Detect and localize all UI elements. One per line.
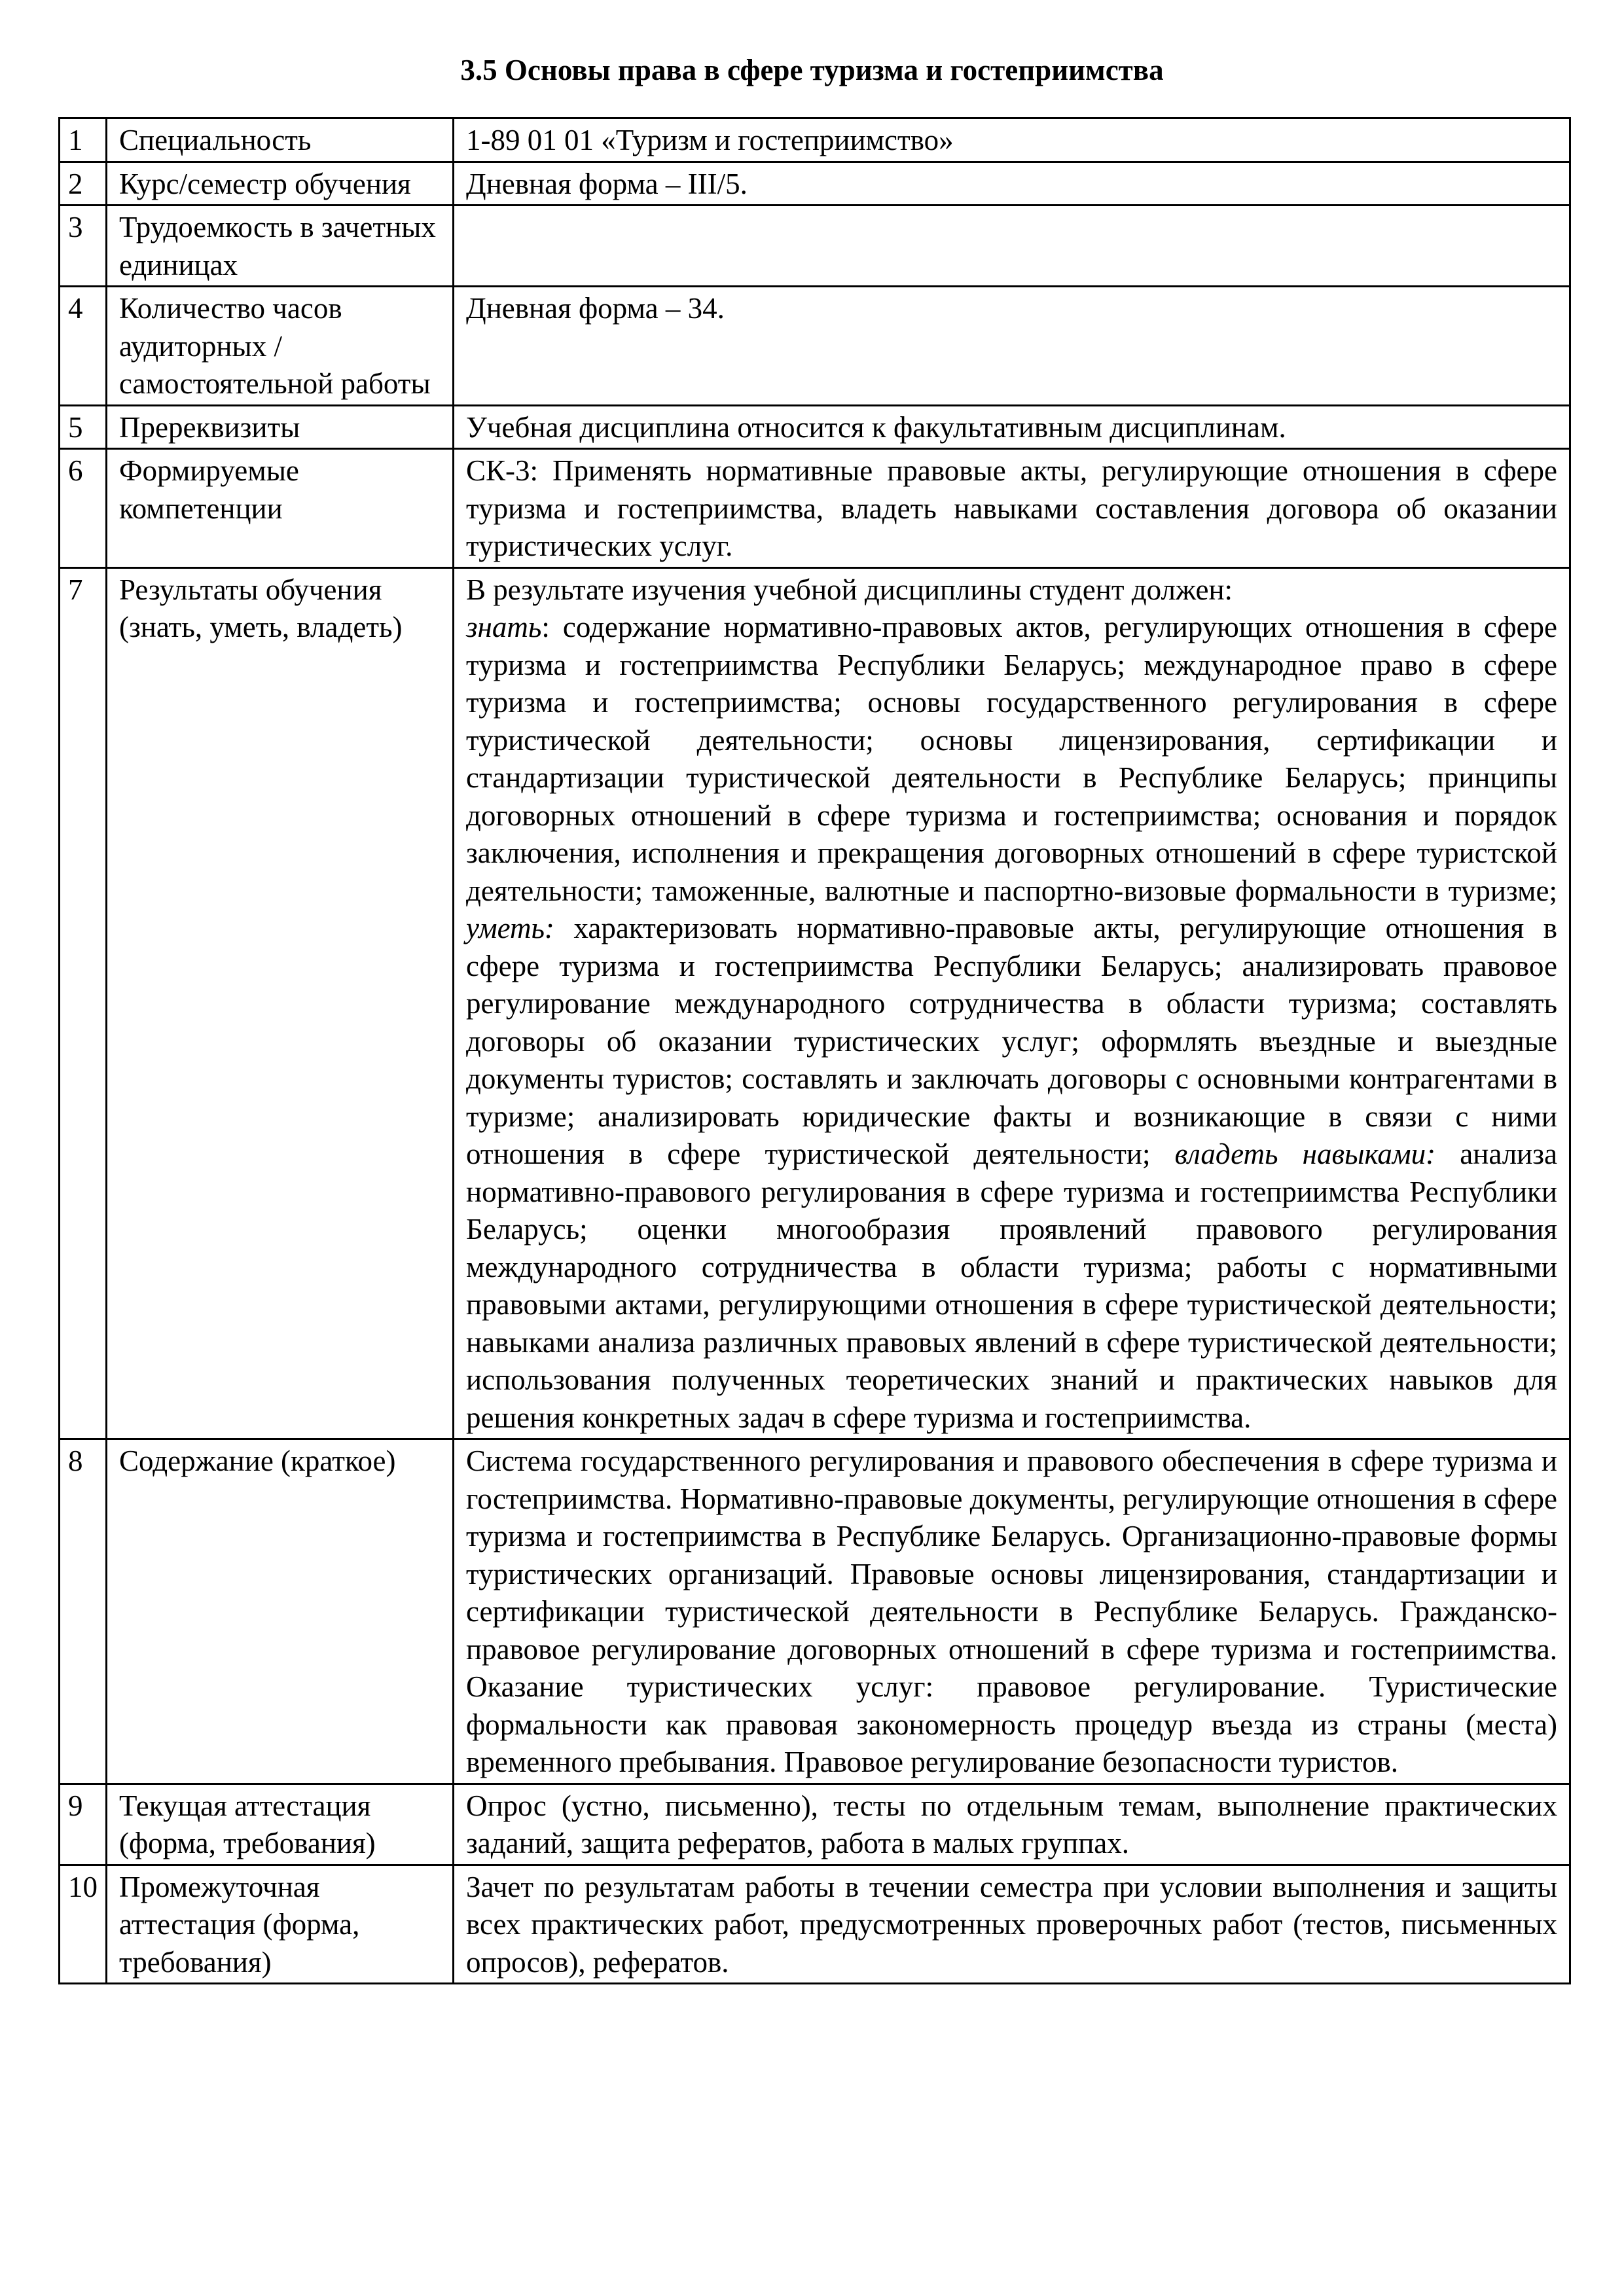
row-number: 1 [60, 118, 107, 162]
row-number: 7 [60, 567, 107, 1439]
can-label: уметь: [466, 912, 554, 944]
know-text: : содержание нормативно-правовых актов, регулирующих отношения в сфере туризма и гостеприимства Республики Беларусь; международное право в сфере туризма и гостеприимства; основы государственного регулирования в сфере туристической деятельности; основы лицензирования, сертификации и стандартизации туристической деятельности в Республике Беларусь; принципы договорных отношений в сфере туризма и гостеприимства; основания и порядок заключения, исполнения и прекращения договорных отношений в сфере туристской деятельности; таможенные, валютные и паспортно-визовые формальности в туризме; [466, 611, 1557, 907]
title-text: Основы права в сфере туризма и гостеприимства [504, 54, 1164, 86]
row-number: 9 [60, 1784, 107, 1865]
discipline-table [58, 117, 1571, 1984]
row-value: 1-89 01 01 «Туризм и гостеприимство» [454, 118, 1570, 162]
table-row [60, 287, 1570, 406]
row-value: Учебная дисциплина относится к факультативным дисциплинам. [454, 405, 1570, 449]
table-row [60, 567, 1570, 1439]
outcomes-body [466, 609, 1557, 1437]
row-label: Трудоемкость в зачетных единицах [107, 206, 454, 287]
table-row [60, 162, 1570, 206]
table-row [60, 1865, 1570, 1984]
can-text: характеризовать нормативно-правовые акты, регулирующие отношения в сфере туризма и гостеприимства Республики Беларусь; анализировать правовое регулирование международного сотрудничества в области туризма; составлять договоры об оказании туристических услуг; оформлять въездные и выездные документы туристов; составлять и заключать договоры с основными контрагентами в туризме; анализировать юридические факты и возникающие в связи с ними отношения в сфере туристической деятельности; [466, 912, 1557, 1170]
row-number: 4 [60, 287, 107, 406]
row-value: Система государственного регулирования и правового обеспечения в сфере туризма и гостеприимства. Нормативно-правовые документы, регулирующие отношения в сфере туризма и гостеприимства в Республике Беларусь. Организационно-правовые формы туристических организаций. Правовые основы лицензирования, стандартизации и сертификации туристической деятельности в Республике Беларусь. Гражданско-правовое регулирование договорных отношений в сфере туризма и гостеприимства. Оказание туристических услуг: правовое регулирование. Туристические формальности как правовая закономерность процедур въезда из страны (места) временного пребывания. Правовое регулирование безопасности туристов. [454, 1439, 1570, 1784]
table-row [60, 449, 1570, 568]
row-label: Текущая аттестация (форма, требования) [107, 1784, 454, 1865]
table-row [60, 1784, 1570, 1865]
table-row [60, 1439, 1570, 1784]
row-value: Опрос (устно, письменно), тесты по отдельным темам, выполнение практических заданий, защита рефератов, работа в малых группах. [454, 1784, 1570, 1865]
know-label: знать [466, 611, 542, 643]
outcomes-intro: В результате изучения учебной дисциплины студент должен: [466, 573, 1233, 606]
table-row [60, 118, 1570, 162]
row-value: Дневная форма – 34. [454, 287, 1570, 406]
row-value: СК-3: Применять нормативные правовые акты, регулирующие отношения в сфере туризма и гостеприимства, владеть навыками составления договора об оказании туристических услуг. [454, 449, 1570, 568]
row-value: Дневная форма – III/5. [454, 162, 1570, 206]
row-label: Содержание (краткое) [107, 1439, 454, 1784]
skills-text: анализа нормативно-правового регулирования в сфере туризма и гостеприимства Республики Беларусь; оценки многообразия проявлений правового регулирования международного сотрудничества в области туризма; работы с нормативными правовыми актами, регулирующими отношения в сфере туристической деятельности; навыками анализа различных правовых явлений в сфере туристической деятельности; использования полученных теоретических знаний и практических навыков для решения конкретных задач в сфере туризма и гостеприимства. [466, 1138, 1558, 1434]
row-label: Пререквизиты [107, 405, 454, 449]
table-row [60, 405, 1570, 449]
row-value [454, 206, 1570, 287]
row-label: Промежуточная аттестация (форма, требования) [107, 1865, 454, 1984]
title-number: 3.5 [460, 54, 497, 86]
row-value: Зачет по результатам работы в течении семестра при условии выполнения и защиты всех практических работ, предусмотренных проверочных работ (тестов, письменных опросов), рефератов. [454, 1865, 1570, 1984]
row-label: Результаты обучения (знать, уметь, владеть) [107, 567, 454, 1439]
row-number: 3 [60, 206, 107, 287]
page-title [0, 51, 1624, 89]
skills-label: владеть навыками: [1174, 1138, 1436, 1170]
row-label: Специальность [107, 118, 454, 162]
row-number: 2 [60, 162, 107, 206]
row-number: 6 [60, 449, 107, 568]
row-label: Количество часов аудиторных / самостоятельной работы [107, 287, 454, 406]
row-label: Формируемые компетенции [107, 449, 454, 568]
row-number: 8 [60, 1439, 107, 1784]
row-label: Курс/семестр обучения [107, 162, 454, 206]
learning-outcomes [454, 567, 1570, 1439]
row-number: 5 [60, 405, 107, 449]
row-number: 10 [60, 1865, 107, 1984]
table-row [60, 206, 1570, 287]
